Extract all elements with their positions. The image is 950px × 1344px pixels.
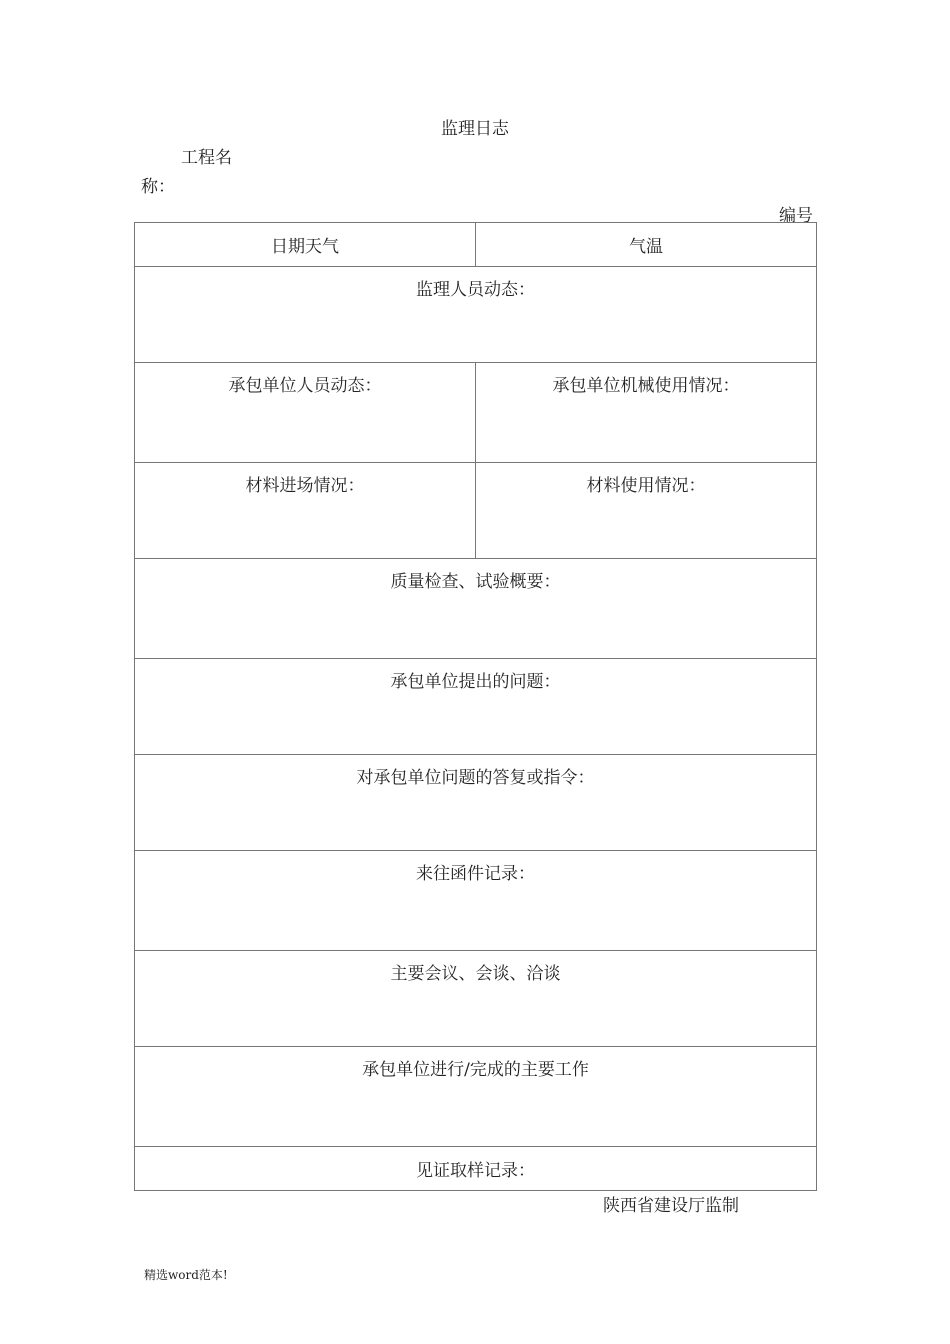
contractor-machinery-cell[interactable]: 承包单位机械使用情况： (476, 363, 817, 463)
project-name-label-cont: 称： (141, 177, 175, 197)
project-name-label: 工程名 (181, 148, 232, 168)
meetings-cell[interactable]: 主要会议、会谈、洽谈 (135, 951, 817, 1047)
issuing-organization: 陕西省建设厅监制 (603, 1196, 739, 1216)
material-usage-cell[interactable]: 材料使用情况： (476, 463, 817, 559)
material-entry-cell[interactable]: 材料进场情况： (135, 463, 476, 559)
supervision-log-form (134, 222, 817, 1191)
witness-sampling-cell[interactable]: 见证取样记录： (135, 1147, 817, 1191)
date-weather-cell[interactable]: 日期天气 (135, 223, 476, 267)
document-title: 监理日志 (441, 119, 509, 139)
main-work-cell[interactable]: 承包单位进行/完成的主要工作 (135, 1047, 817, 1147)
temperature-cell[interactable]: 气温 (476, 223, 817, 267)
contractor-staff-cell[interactable]: 承包单位人员动态： (135, 363, 476, 463)
quality-inspection-cell[interactable]: 质量检查、试验概要： (135, 559, 817, 659)
footer-note: 精选word范本! (144, 1268, 228, 1282)
contractor-issues-cell[interactable]: 承包单位提出的问题： (135, 659, 817, 755)
supervisor-dynamics-cell[interactable]: 监理人员动态： (135, 267, 817, 363)
replies-instructions-cell[interactable]: 对承包单位问题的答复或指令： (135, 755, 817, 851)
serial-number-label: 编号 (779, 206, 813, 226)
correspondence-cell[interactable]: 来往函件记录： (135, 851, 817, 951)
